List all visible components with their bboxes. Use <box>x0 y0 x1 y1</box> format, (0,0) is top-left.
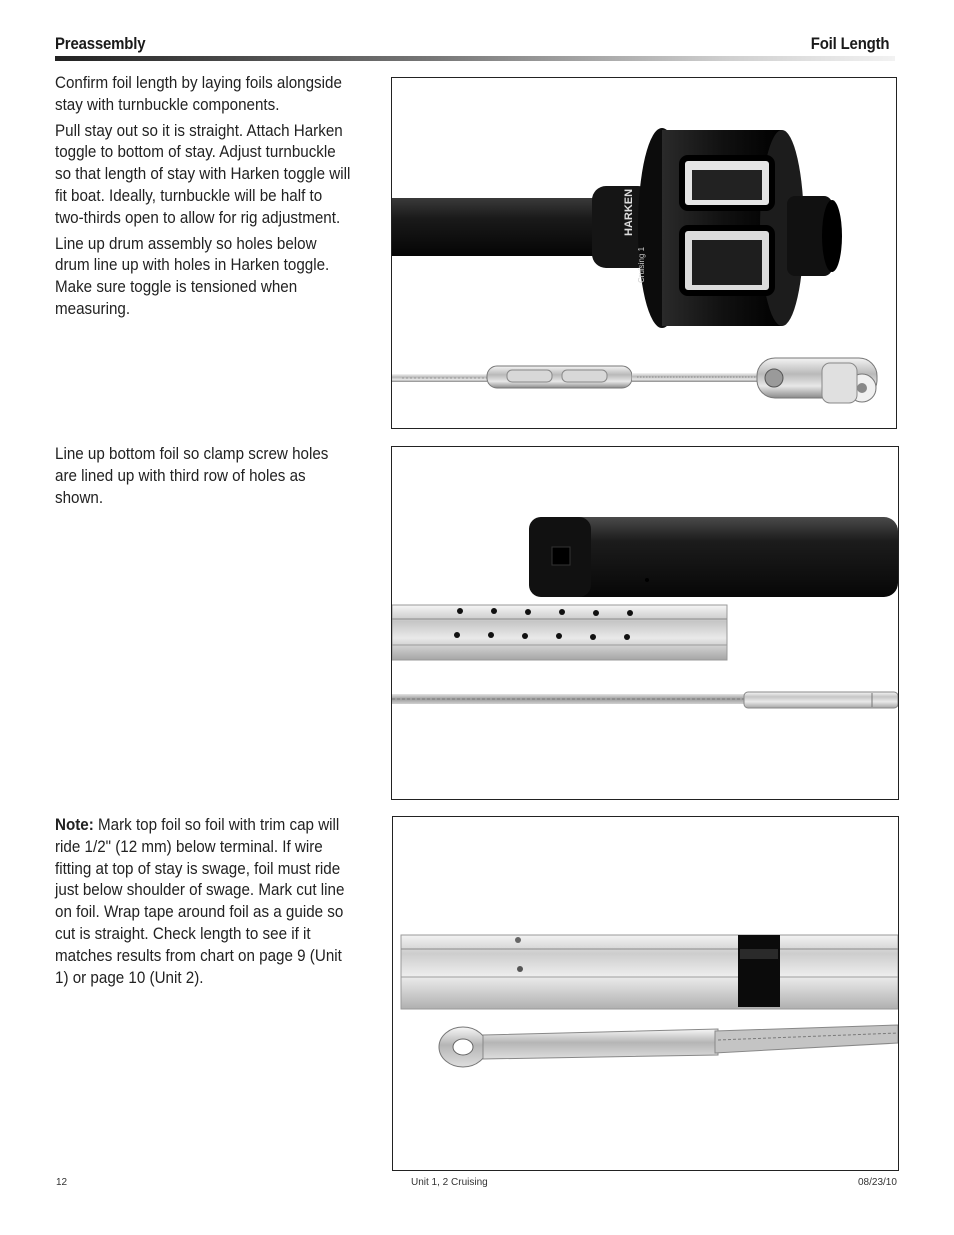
page-number: 12 <box>56 1177 68 1188</box>
figure-top-foil <box>392 816 899 1171</box>
topic-title: Foil Length <box>810 34 889 53</box>
drum-model-label: Cruising 1 <box>637 246 646 283</box>
drum-brand-label: HARKEN <box>623 188 635 236</box>
drum-turnbuckle-illustration <box>392 78 896 428</box>
top-foil-illustration <box>393 817 898 1170</box>
paragraph: Pull stay out so it is straight. Attach Harken toggle to bottom of stay. Adjust turnbuckle so that length of stay with Harken toggle will fit boat. Ideally, turnbuckle will be half to two-thirds open to allow for rig adjustment. <box>55 121 351 227</box>
header-rule <box>55 56 895 61</box>
instructions-block-3 <box>55 815 351 993</box>
bottom-foil-illustration <box>392 447 898 799</box>
paragraph: Confirm foil length by laying foils alongside stay with turnbuckle components. <box>55 74 342 114</box>
paragraph: Line up drum assembly so holes below drum line up with holes in Harken toggle. Make sure toggle is tensioned when measuring. <box>55 234 330 318</box>
footer-product: Unit 1, 2 Cruising <box>411 1177 488 1188</box>
instructions-block-1 <box>55 73 351 325</box>
note-text: Mark top foil so foil with trim cap will ride 1/2" (12 mm) below terminal. If wire fitting at top of stay is swage, foil must ride just below shoulder of swage. Mark cut line on foil. Wrap tape around foil as a guide so cut is straight. Check length to see if it matches results from chart on page 9 (Unit 1) or page 10 (Unit 2). <box>55 816 345 987</box>
section-title: Preassembly <box>55 34 146 53</box>
paragraph: Line up bottom foil so clamp screw holes are lined up with third row of holes as shown. <box>55 445 329 507</box>
footer-date: 08/23/10 <box>858 1177 897 1188</box>
page-header <box>55 32 895 62</box>
figure-bottom-foil <box>391 446 899 800</box>
figure-drum-turnbuckle <box>391 77 897 429</box>
instructions-block-2 <box>55 444 351 513</box>
note-paragraph <box>55 815 351 989</box>
note-label: Note: <box>55 816 94 834</box>
